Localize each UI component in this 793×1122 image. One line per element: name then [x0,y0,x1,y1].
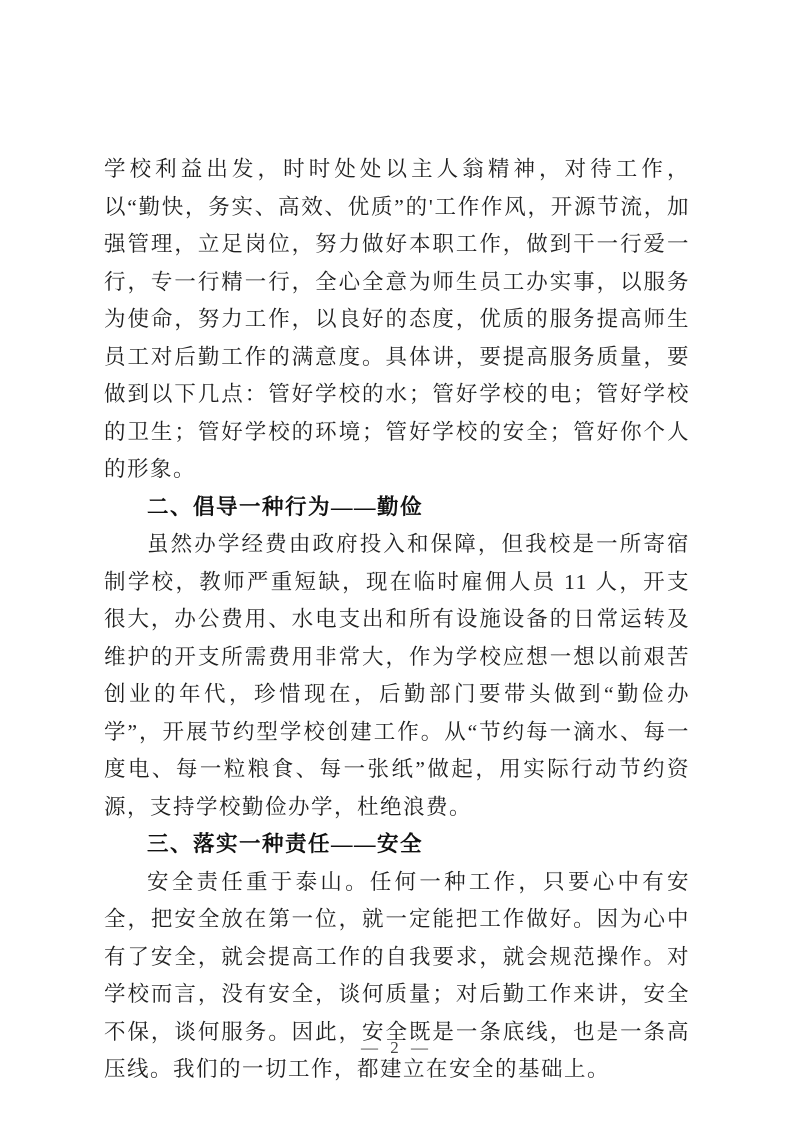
document-body [104,151,690,1089]
paragraph-service-quality: 学校利益出发，时时处处以主人翁精神，对待工作，以“勤快，务实、高效、优质”的'工作作风，开源节流，加强管理，立足岗位，努力做好本职工作，做到干一行爱一行，专一行精一行，全心全意为师生员工办实事，以服务为使命，努力工作，以良好的态度，优质的服务提高师生员工对后勤工作的满意度。具体讲，要提高服务质量，要做到以下几点：管好学校的水；管好学校的电；管好学校的卫生；管好学校的环境；管好学校的安全；管好你个人的形象。 [104,157,690,481]
heading-section-3-safety: 三、落实一种责任——安全 [147,832,424,856]
heading-section-2-thrift: 二、倡导一种行为——勤俭 [147,494,424,519]
page-number: — 2 — [361,1038,432,1057]
paragraph-thrift: 虽然办学经费由政府投入和保障，但我校是一所寄宿制学校，教师严重短缺，现在临时雇佣人员 11 人，开支很大，办公费用、水电支出和所有设施设备的日常运转及维护的开支所需费用非常大，作为学校应想一想以前艰苦创业的年代，珍惜现在，后勤部门要带头做到“勤俭办学”，开展节约型学校创建工作。从“节约每一滴水、每一度电、每一粒粮食、每一张纸”做起，用实际行动节约资源，支持学校勤俭办学，杜绝浪费。 [104,532,690,819]
paragraph-safety: 安全责任重于泰山。任何一种工作，只要心中有安全，把安全放在第一位，就一定能把工作做好。因为心中有了安全，就会提高工作的自我要求，就会规范操作。对学校而言，没有安全，谈何质量；对后勤工作来讲，安全不保，谈何服务。因此，安全既是一条底线，也是一条高压线。我们的一切工作，都建立在安全的基础上。 [104,869,690,1081]
